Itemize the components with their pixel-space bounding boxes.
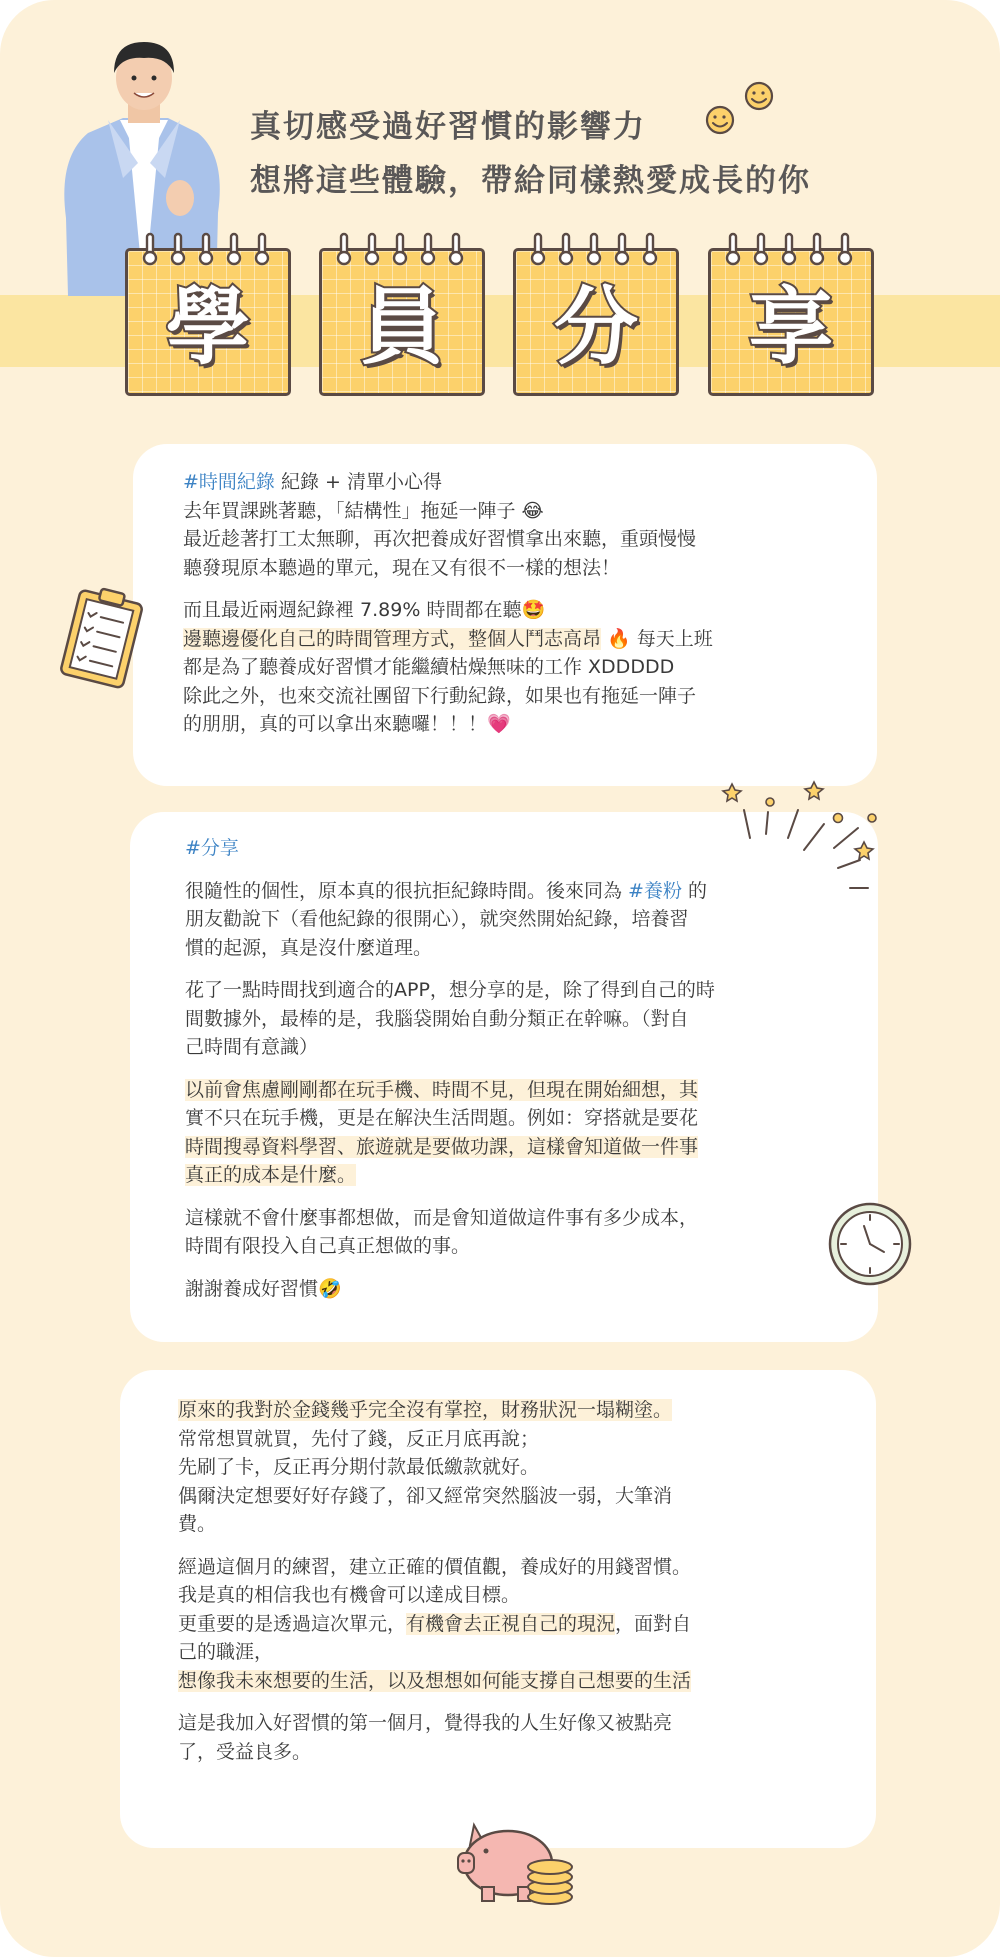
binder-rings-icon	[333, 232, 473, 268]
card-3-text: 了，受益良多。	[178, 1740, 312, 1763]
card-2-text: 以前會焦慮剛剛都在玩手機、時間不見，但現在開始細想，其	[185, 1078, 699, 1101]
title-char: 學	[165, 278, 250, 376]
card-2-text: 實不只在玩手機，更是在解決生活問題。例如：穿搭就是要花	[185, 1107, 699, 1129]
card-2-text: 時間有限投入自己真正想做的事。	[185, 1235, 471, 1257]
card-3-text: 常常想買就買，先付了錢，反正月底再說；	[178, 1427, 540, 1450]
card-1-text: 最近趁著打工太無聊，再次把養成好習慣拿出來聽，重頭慢慢	[183, 528, 697, 550]
testimonial-card-3	[120, 1370, 876, 1848]
card-2-text: 這樣就不會什麼事都想做，而是會知道做這件事有多少成本，	[185, 1206, 699, 1229]
card-1-text: 聽發現原本聽過的單元，現在又有很不一樣的想法！	[183, 556, 621, 579]
card-2-text: 間數據外，最棒的是，我腦袋開始自動分類正在幹嘛。（對自	[185, 1007, 689, 1030]
card-2-text: 己時間有意識）	[185, 1036, 319, 1058]
card-2-text: 慣的起源，真是沒什麼道理。	[185, 936, 433, 959]
card-2-text: 朋友勸說下（看他紀錄的很開心），就突然開始紀錄，培養習	[185, 908, 689, 930]
header	[250, 100, 811, 208]
card-2-text: 真正的成本是什麼。	[185, 1164, 357, 1186]
card-3-text: 己的職涯，	[178, 1641, 274, 1663]
title-tile	[513, 232, 679, 396]
hashtag-fans: #養粉	[628, 879, 682, 902]
card-1-text: 去年買課跳著聽，「結構性」拖延一陣子 😂	[183, 499, 544, 522]
clock-icon	[826, 1200, 914, 1288]
sparkle-icon	[720, 778, 880, 898]
hashtag-share: #分享	[185, 837, 239, 859]
card-1-text: 邊聽邊優化自己的時間管理方式，整個人鬥志高昂 🔥 每天上班	[183, 627, 713, 650]
card-2-text: 謝謝養成好習慣🤣	[185, 1277, 342, 1300]
card-3-text: 原來的我對於金錢幾乎完全沒有掌控，財務狀況一塌糊塗。	[178, 1399, 673, 1421]
binder-rings-icon	[722, 232, 862, 268]
title-char: 分	[553, 278, 638, 376]
card-1-text: 都是為了聽養成好習慣才能繼續枯燥無味的工作 XDDDDD	[183, 656, 675, 678]
card-1-text: 的朋朋，真的可以拿出來聽囉！！！💗	[183, 713, 511, 735]
title-tile	[708, 232, 874, 396]
card-1-text: 除此之外，也來交流社團留下行動紀錄，如果也有拖延一陣子	[183, 684, 697, 707]
card-3-text: 先刷了卡，反正再分期付款最低繳款就好。	[178, 1456, 540, 1478]
card-3-text: 我是真的相信我也有機會可以達成目標。	[178, 1584, 521, 1606]
card-3-text: 更重要的是透過這次單元，有機會去正視自己的現況，面對自	[178, 1612, 692, 1635]
title-char: 享	[748, 278, 833, 376]
piggy-bank-icon	[452, 1815, 576, 1907]
card-3-text: 費。	[178, 1513, 217, 1535]
card-3-text: 經過這個月的練習，建立正確的價值觀，養成好的用錢習慣。	[178, 1555, 692, 1578]
header-line-2: 想將這些體驗，帶給同樣熱愛成長的你	[250, 163, 811, 199]
title-tile	[319, 232, 485, 396]
highlight: 邊聽邊優化自己的時間管理方式，整個人鬥志高昂	[183, 627, 602, 650]
title-char: 員	[359, 278, 444, 376]
card-1-text: 而且最近兩週紀錄裡 7.89% 時間都在聽🤩	[183, 599, 546, 621]
hashtag-time-record: #時間紀錄	[183, 471, 275, 493]
binder-rings-icon	[527, 232, 667, 268]
card-3-text: 想像我未來想要的生活，以及想想如何能支撐自己想要的生活	[178, 1669, 692, 1692]
card-3-text: 這是我加入好習慣的第一個月，覺得我的人生好像又被點亮	[178, 1712, 673, 1734]
title-tile	[125, 232, 291, 396]
card-2-text: 時間搜尋資料學習、旅遊就是要做功課，這樣會知道做一件事	[185, 1135, 699, 1158]
clipboard-icon	[52, 582, 152, 692]
card-2-text: 花了一點時間找到適合的APP，想分享的是，除了得到自己的時	[185, 979, 715, 1001]
binder-rings-icon	[139, 232, 279, 268]
header-line-1: 真切感受過好習慣的影響力	[250, 109, 646, 145]
card-3-text: 偶爾決定想要好好存錢了，卻又經常突然腦波一弱，大筆消	[178, 1484, 673, 1507]
card-1-heading: #時間紀錄 紀錄 + 清單小心得	[183, 471, 442, 493]
testimonial-card-1	[133, 444, 877, 786]
card-2-text: 很隨性的個性，原本真的很抗拒紀錄時間。後來同為 #養粉 的	[185, 879, 708, 902]
